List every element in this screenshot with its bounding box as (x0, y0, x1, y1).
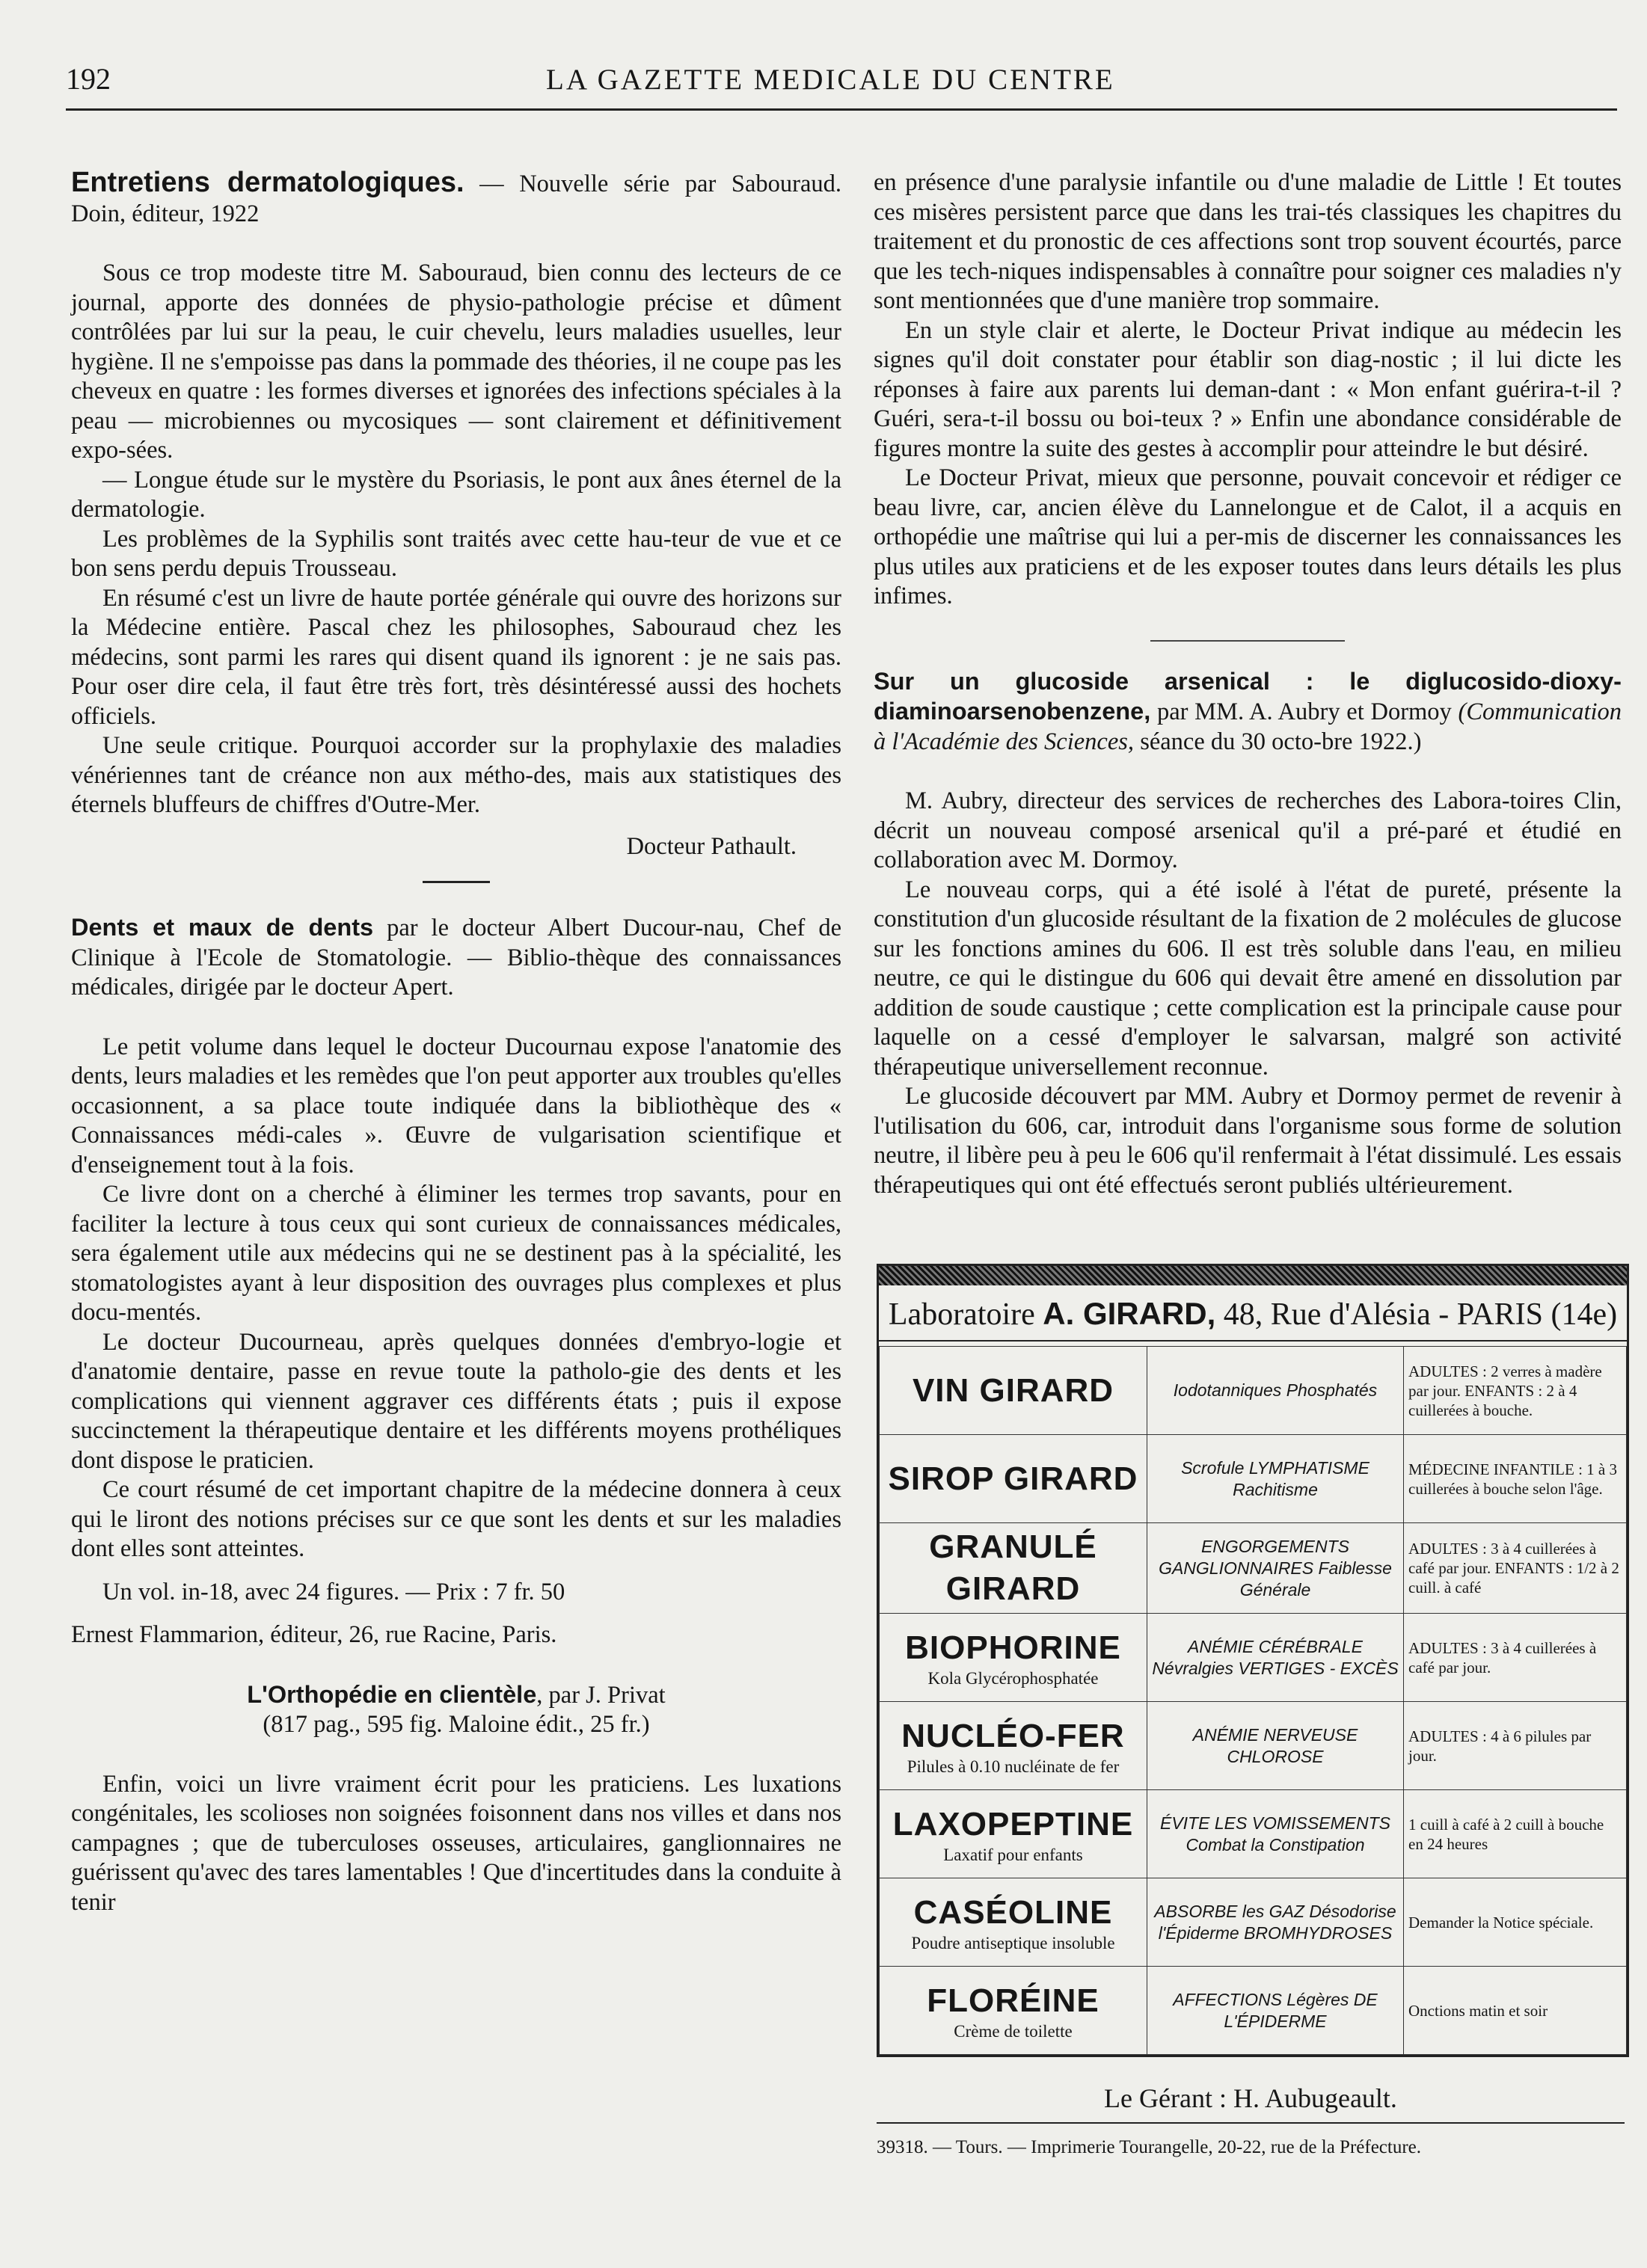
paragraph: Ce livre dont on a cherché à éliminer les termes trop savants, pour en faciliter la lecture à tous ceux qui sont curieux de connaissances médicales, sera également utile aux médecins qui ne se destinent pas à la spécialité, les stomatologistes ayant à leur disposition des ouvrages plus complexes et plus docu-mentés. (71, 1181, 841, 1326)
ad-header (879, 1285, 1627, 1342)
product-row (880, 1967, 1627, 2055)
product-name: VIN GIRARD (912, 1371, 1114, 1409)
product-row (880, 1702, 1627, 1790)
indication-cell: Iodotanniques Phosphatés (1147, 1347, 1404, 1435)
dosage-cell: MÉDECINE INFANTILE : 1 à 3 cuillerées à bouche selon l'âge. (1404, 1435, 1627, 1523)
running-head: LA GAZETTE MEDICALE DU CENTRE (546, 64, 1115, 96)
article-title: Entretiens dermatologiques. (71, 167, 464, 198)
paragraph: Les problèmes de la Syphilis sont traités avec cette hau-teur de vue et ce bon sens perdu depuis Trousseau. (71, 525, 841, 582)
product-cell (880, 1523, 1147, 1614)
paragraph: En résumé c'est un livre de haute portée générale qui ouvre des horizons sur la Médecine entière. Pascal chez les philosophes, Sabouraud chez les médecins, sont parmi les rares qui disent quand ils ignorent : je ne sais pas. Pour oser dire cela, il faut être très fort, très désintéressé aussi des hochets officiels. (71, 584, 841, 730)
product-row (880, 1614, 1627, 1702)
paragraph: — Longue étude sur le mystère du Psoriasis, le pont aux ânes éternel de la dermatologie. (71, 466, 841, 523)
article-title-rest: par MM. A. Aubry et Dormoy (1150, 698, 1452, 725)
paragraph: Enfin, voici un livre vraiment écrit pour les praticiens. Les luxations congénitales, les scolioses non soignées foisonnent dans nos villes et dans nos campagnes ; que de tuberculoses osseuses, articulaires, ganglionnaires ne guérissent qu'avec des tares lamentables ! Que d'incertitudes dans la conduite à tenir (71, 1770, 841, 1916)
product-cell (880, 1967, 1147, 2055)
paragraph: Le docteur Ducourneau, après quelques données d'embryo-logie et d'anatomie dentaire, passe en revue toute la patholo-gie des dents et les complications qui viennent aggraver ces différents états ; puis il expose succinctement la thérapeutique dentaire et les différents moyens prothéliques dont dispose le praticien. (71, 1328, 841, 1474)
product-cell (880, 1702, 1147, 1790)
dosage-cell: ADULTES : 3 à 4 cuillerées à café par jour. (1404, 1614, 1627, 1702)
paragraph: En un style clair et alerte, le Docteur Privat indique au médecin les signes qu'il doit constater pour établir son diag-nostic ; il lui dicte les réponses à faire aux parents lui deman-dant : « Mon enfant guérira-t-il ? Guéri, sera-t-il bossu ou boi-teux ? » Enfin une abondance considérable de figures montre la suite des gestes à accomplir pour atteindre le but désiré. (874, 316, 1622, 462)
paragraph: Sous ce trop modeste titre M. Sabouraud, bien connu des lecteurs de ce journal, apporte des données de physio-pathologie précise et dûment contrôlées par lui sur la peau, le cuir chevelu, leurs maladies usuelles, leur hygiène. Il ne s'empoisse pas dans la pommade des théories, il ne coupe pas les cheveux en quatre : les formes diverses et ignorées des infections spéciales à la peau — microbiennes ou mycosiques — sont clairement et définitivement expo-sées. (71, 259, 841, 464)
indication-cell: AFFECTIONS Légères DE L'ÉPIDERME (1147, 1967, 1404, 2055)
signature: Docteur Pathault. (626, 832, 797, 860)
page-number: 192 (66, 62, 111, 96)
indication-cell: ANÉMIE CÉRÉBRALE Névralgies VERTIGES - EXCÈS (1147, 1614, 1404, 1702)
product-subtitle: Laxatif pour enfants (943, 1845, 1083, 1864)
paragraph: Le petit volume dans lequel le docteur Ducournau expose l'anatomie des dents, leurs maladies et les remèdes que l'on peut apporter aux troubles qu'elles occasionnent, a sa place toute indiquée dans la bibliothèque des « Connaissances médi-cales ». Œuvre de vulgarisation scientifique et d'enseignement tout à la fois. (71, 1033, 841, 1178)
left-column (71, 168, 841, 1917)
header-rule (66, 108, 1617, 111)
publisher-line: Ernest Flammarion, éditeur, 26, rue Racine, Paris. (71, 1621, 557, 1648)
indication-cell: ANÉMIE NERVEUSE CHLOROSE (1147, 1702, 1404, 1790)
dosage-cell: Demander la Notice spéciale. (1404, 1878, 1627, 1967)
article-heading (71, 1680, 841, 1711)
article-title: Dents et maux de dents (71, 914, 374, 941)
dosage-cell: Onctions matin et soir (1404, 1967, 1627, 2055)
product-name: GRANULÉ GIRARD (929, 1528, 1097, 1607)
product-cell (880, 1347, 1147, 1435)
product-name: BIOPHORINE (905, 1629, 1121, 1666)
paragraph: Ce court résumé de cet important chapitre de la médecine donnera à ceux qui le liront des notions précises sur ce que sont les dents et sur les maladies dont elles sont atteintes. (71, 1476, 841, 1562)
article-heading (874, 667, 1622, 757)
article-subtitle-rest: séance du 30 octo-bre 1922.) (1134, 728, 1422, 755)
footer-rule (877, 2122, 1625, 2124)
article-title-rest: par le docteur Albert Ducour-nau, Chef de Clinique à l'Ecole de Stomatologie. — Biblio-thèque des connaissances médicales, dirigée par le docteur Apert. (71, 915, 841, 1001)
paragraph: Le nouveau corps, qui a été isolé à l'état de pureté, présente la constitution d'un glucoside résultant de la fixation de 2 molécules de glucose sur les fonctions amines du 606. Il est très soluble dans l'eau, en milieu neutre, ce qui le distingue du 606 qui devait être amené en dissolution par addition de soude caustique ; cette complication est la principale cause pour laquelle on a cessé d'employer le salvarsan, malgré son activité thérapeutique universellement reconnue. (874, 876, 1622, 1081)
product-cell (880, 1790, 1147, 1878)
section-rule (1150, 640, 1345, 642)
product-row (880, 1435, 1627, 1523)
article-heading (71, 168, 841, 229)
price-line: Un vol. in-18, avec 24 figures. — Prix : 7 fr. 50 (102, 1578, 565, 1605)
product-cell (880, 1614, 1147, 1702)
product-subtitle: Pilules à 0.10 nucléinate de fer (907, 1757, 1120, 1776)
product-row (880, 1523, 1627, 1614)
article-title-rest: — Nouvelle série par Sabouraud. Doin, éditeur, 1922 (71, 170, 841, 227)
advertisement (877, 1264, 1629, 2057)
product-table (879, 1346, 1627, 2055)
imprint-line: 39318. — Tours. — Imprimerie Tourangelle, 20-22, rue de la Préfecture. (877, 2137, 1422, 2157)
ad-stripe (879, 1266, 1627, 1285)
ad-header-address: 48, Rue d'Alésia - PARIS (14e) (1223, 1297, 1618, 1332)
product-subtitle: Kola Glycérophosphatée (927, 1668, 1099, 1688)
dosage-cell: ADULTES : 2 verres à madère par jour. ENFANTS : 2 à 4 cuillerées à bouche. (1404, 1347, 1627, 1435)
product-row (880, 1878, 1627, 1967)
indication-cell: ÉVITE LES VOMISSEMENTS Combat la Constipation (1147, 1790, 1404, 1878)
product-name: SIROP GIRARD (888, 1460, 1138, 1497)
article-title-rest: , par J. Privat (536, 1681, 666, 1709)
product-name: NUCLÉO-FER (901, 1717, 1125, 1754)
indication-cell: Scrofule LYMPHATISME Rachitisme (1147, 1435, 1404, 1523)
article-subtitle-italic: (Communication à l'Académie des Sciences, (874, 698, 1622, 755)
ad-header-name: A. GIRARD, (1043, 1296, 1216, 1331)
dosage-cell: ADULTES : 3 à 4 cuillerées à café par jour. ENFANTS : 1/2 à 2 cuill. à café (1404, 1523, 1627, 1614)
article-title: L'Orthopédie en clientèle (247, 1680, 537, 1708)
article-heading (71, 913, 841, 1003)
product-cell (880, 1435, 1147, 1523)
gerant-line: Le Gérant : H. Aubugeault. (1104, 2083, 1397, 2113)
indication-cell: ENGORGEMENTS GANGLIONNAIRES Faiblesse Générale (1147, 1523, 1404, 1614)
product-cell (880, 1878, 1147, 1967)
product-subtitle: Crème de toilette (954, 2021, 1073, 2041)
ad-header-pre: Laboratoire (888, 1297, 1035, 1332)
product-name: LAXOPEPTINE (892, 1805, 1134, 1843)
paragraph: en présence d'une paralysie infantile ou d'une maladie de Little ! Et toutes ces misères persistent parce que dans les trai-tés classiques les chapitres du traitement et du pronostic de ces affections sont trop souvent écourtés, parce que les tech-niques indispensables à connaître pour soigner ces maladies n'y sont mentionnées que d'une manière trop sommaire. (874, 169, 1622, 314)
product-row (880, 1347, 1627, 1435)
paragraph: Le Docteur Privat, mieux que personne, pouvait concevoir et rédiger ce beau livre, car, ancien élève du Lannelongue et de Calot, il a acquis en orthopédie une maîtrise qui lui a per-mis de discerner les connaissances les plus utiles aux praticiens et de les exposer toutes dans leurs détails les plus infimes. (874, 464, 1622, 609)
paragraph: Une seule critique. Pourquoi accorder sur la prophylaxie des maladies vénériennes tant de créance non aux métho-des, mais aux statistiques des éternels bluffeurs de chiffres d'Outre-Mer. (71, 732, 841, 818)
paragraph: Le glucoside découvert par MM. Aubry et Dormoy permet de revenir à l'utilisation du 606, car, introduit dans l'organisme sous forme de solution neutre, il libère peu à peu le 606 qu'il renfermait à l'état dissimulé. Les essais thérapeutiques qui ont été effectués seront publiés ultérieurement. (874, 1083, 1622, 1199)
product-subtitle: Poudre antiseptique insoluble (911, 1933, 1115, 1952)
dosage-cell: 1 cuill à café à 2 cuill à bouche en 24 heures (1404, 1790, 1627, 1878)
section-rule (423, 881, 490, 883)
paragraph: M. Aubry, directeur des services de recherches des Labora-toires Clin, décrit un nouveau composé arsenical qu'il a pré-paré et étudié en collaboration avec M. Dormoy. (874, 787, 1622, 873)
product-row (880, 1790, 1627, 1878)
indication-cell: ABSORBE les GAZ Désodorise l'Épiderme BROMHYDROSES (1147, 1878, 1404, 1967)
article-title: Sur un glucoside arsenical : le diglucosido-dioxy-diaminoarsenobenzene, (874, 667, 1622, 725)
article-subtitle: (817 pag., 595 fig. Maloine édit., 25 fr.) (263, 1711, 650, 1738)
product-name: FLORÉINE (927, 1982, 1099, 2019)
product-name: CASÉOLINE (913, 1893, 1113, 1931)
dosage-cell: ADULTES : 4 à 6 pilules par jour. (1404, 1702, 1627, 1790)
right-column (874, 168, 1622, 1200)
